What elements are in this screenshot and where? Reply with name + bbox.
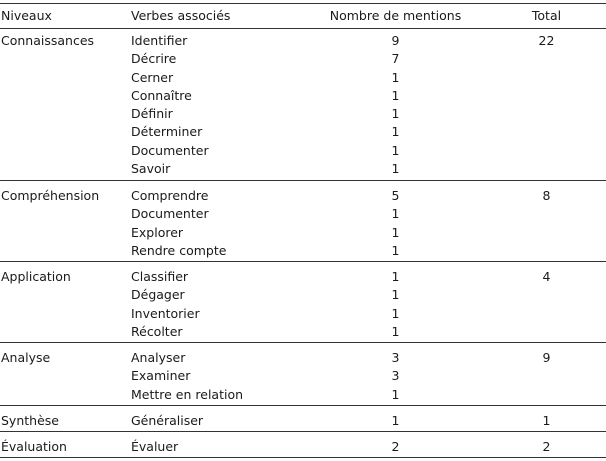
group-rule <box>0 457 606 458</box>
verb-cell: Définir <box>131 106 173 121</box>
verb-cell: Savoir <box>131 160 171 176</box>
count-cell: 1 <box>391 87 400 103</box>
verb-cell: Récolter <box>131 323 183 339</box>
total-cell: 2 <box>542 439 551 454</box>
total-cell: 4 <box>542 269 551 284</box>
verb-cell: Examiner <box>131 368 191 384</box>
level-cell: Évaluation <box>1 439 67 454</box>
count-cell: 1 <box>391 323 400 339</box>
header-level: Niveaux <box>1 8 52 23</box>
total-cell: 9 <box>542 350 551 365</box>
count-cell: 1 <box>391 124 400 140</box>
header-mentions: Nombre de mentions <box>329 8 462 23</box>
total-cell: 1 <box>542 413 551 428</box>
count-cell: 1 <box>391 269 400 284</box>
table-top-rule <box>0 3 606 4</box>
count-cell: 1 <box>391 413 400 428</box>
verb-cell: Déterminer <box>131 124 203 140</box>
count-cell: 3 <box>391 368 400 384</box>
group-rule <box>0 180 606 181</box>
level-cell: Synthèse <box>1 413 59 428</box>
count-cell: 1 <box>391 69 400 85</box>
group-rule <box>0 342 606 343</box>
group-rule <box>0 261 606 262</box>
verb-cell: Dégager <box>131 287 185 303</box>
verb-cell: Décrire <box>131 51 177 67</box>
verb-cell: Analyser <box>131 350 186 365</box>
header-total: Total <box>531 8 562 23</box>
count-cell: 1 <box>391 106 400 121</box>
count-cell: 5 <box>391 188 400 203</box>
level-cell: Application <box>1 269 71 284</box>
verb-cell: Mettre en relation <box>131 386 244 402</box>
count-cell: 9 <box>391 33 400 48</box>
header-verbs: Verbes associés <box>131 8 231 23</box>
verb-cell: Documenter <box>131 142 209 158</box>
verb-cell: Identifier <box>131 33 188 48</box>
verb-cell: Généraliser <box>131 413 204 428</box>
verb-cell: Cerner <box>131 69 174 85</box>
count-cell: 1 <box>391 224 400 240</box>
count-cell: 1 <box>391 287 400 303</box>
group-rule <box>0 431 606 432</box>
count-cell: 7 <box>391 51 400 67</box>
count-cell: 3 <box>391 350 400 365</box>
verb-cell: Explorer <box>131 224 184 240</box>
verb-cell: Évaluer <box>131 439 179 454</box>
count-cell: 1 <box>391 386 400 402</box>
verb-cell: Documenter <box>131 206 209 222</box>
total-cell: 22 <box>538 33 555 48</box>
level-cell: Connaissances <box>1 33 95 48</box>
count-cell: 1 <box>391 160 400 176</box>
count-cell: 1 <box>391 142 400 158</box>
verb-cell: Rendre compte <box>131 242 227 258</box>
group-rule <box>0 405 606 406</box>
verb-cell: Inventorier <box>131 305 200 321</box>
count-cell: 1 <box>391 305 400 321</box>
count-cell: 1 <box>391 206 400 222</box>
level-cell: Compréhension <box>1 188 100 203</box>
header-rule <box>0 28 606 29</box>
count-cell: 2 <box>391 439 400 454</box>
verb-cell: Connaître <box>131 87 192 103</box>
count-cell: 1 <box>391 242 400 258</box>
verb-cell: Classifier <box>131 269 189 284</box>
total-cell: 8 <box>542 188 551 203</box>
verb-cell: Comprendre <box>131 188 209 203</box>
level-cell: Analyse <box>1 350 51 365</box>
